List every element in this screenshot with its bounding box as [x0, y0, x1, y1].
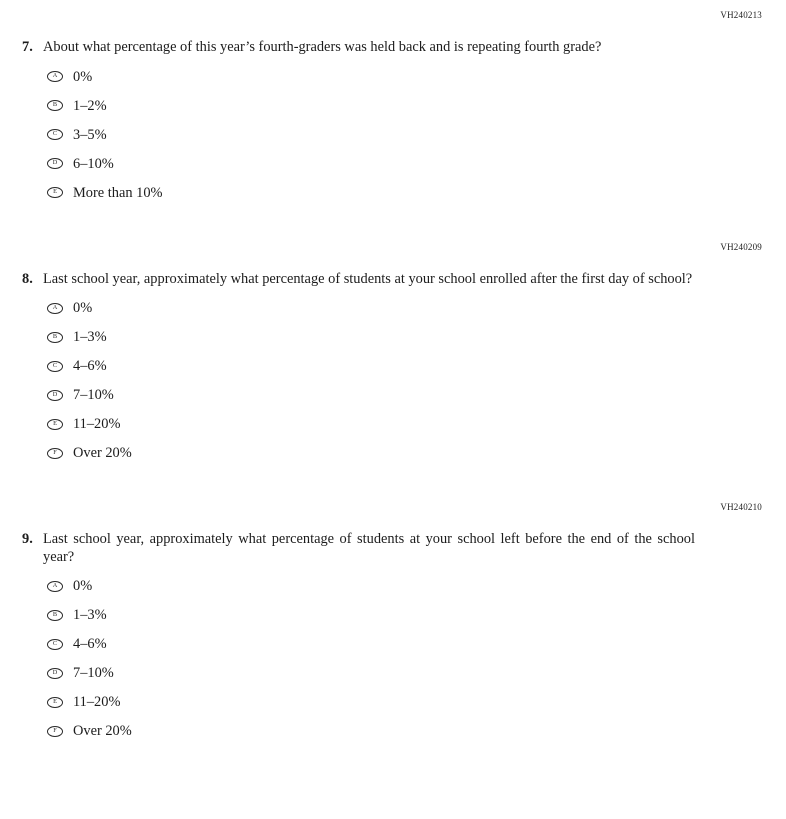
option-bubble-icon[interactable]	[47, 639, 63, 650]
bubble-letter: C	[52, 361, 58, 369]
question-code: VH240209	[720, 241, 762, 252]
option-bubble-icon[interactable]	[47, 419, 63, 430]
bubble-letter: B	[52, 101, 58, 109]
answer-option[interactable]	[47, 330, 786, 344]
option-bubble-icon[interactable]	[47, 187, 63, 198]
option-label: Over 20%	[73, 445, 132, 461]
option-bubble-icon[interactable]	[47, 361, 63, 372]
option-label: 4–6%	[73, 636, 107, 652]
option-label: 0%	[73, 578, 93, 594]
option-bubble-icon[interactable]	[47, 390, 63, 401]
answer-option[interactable]	[47, 359, 786, 373]
question-text: Last school year, approximately what percentage of students at your school enrolled after the first day of school?	[43, 270, 693, 287]
question-code: VH240210	[720, 502, 762, 512]
answer-option[interactable]	[47, 608, 786, 622]
option-label: 6–10%	[73, 155, 114, 172]
option-label: 11–20%	[73, 694, 121, 710]
bubble-letter: E	[53, 188, 57, 196]
bubble-letter: C	[52, 639, 58, 647]
option-bubble-icon[interactable]	[47, 158, 63, 169]
option-bubble-icon[interactable]	[47, 71, 63, 82]
options-list	[0, 301, 786, 460]
options-list	[0, 579, 786, 738]
questionnaire-page	[0, 10, 786, 738]
answer-option[interactable]	[47, 388, 786, 402]
option-bubble-icon[interactable]	[47, 303, 63, 314]
option-label: 11–20%	[73, 416, 121, 432]
answer-option[interactable]	[47, 417, 786, 431]
answer-option[interactable]	[47, 70, 786, 84]
bubble-letter: F	[53, 448, 57, 456]
bubble-letter: E	[53, 697, 57, 705]
option-label: 0%	[73, 68, 93, 85]
question-block	[0, 242, 786, 461]
question-number: 7.	[22, 39, 33, 55]
option-label: 4–6%	[73, 358, 107, 374]
option-label: 3–5%	[73, 126, 107, 143]
bubble-letter: A	[52, 72, 58, 80]
option-label: 7–10%	[73, 665, 114, 681]
question-code: VH240213	[720, 10, 762, 20]
option-bubble-icon[interactable]	[47, 697, 63, 708]
bubble-letter: C	[52, 130, 58, 138]
option-bubble-icon[interactable]	[47, 581, 63, 592]
question-heading	[22, 271, 786, 289]
answer-option[interactable]	[47, 695, 786, 709]
option-label: Over 20%	[73, 723, 132, 739]
option-bubble-icon[interactable]	[47, 129, 63, 140]
option-label: 1–3%	[73, 607, 107, 623]
question-text: Last school year, approximately what percentage of students at your school left before the end of the school year?	[43, 531, 695, 565]
option-bubble-icon[interactable]	[47, 610, 63, 621]
question-block	[0, 10, 786, 200]
answer-option[interactable]	[47, 446, 786, 460]
answer-option[interactable]	[47, 579, 786, 593]
bubble-letter: D	[52, 159, 58, 167]
bubble-letter: D	[52, 390, 58, 398]
option-label: 1–3%	[73, 329, 107, 345]
answer-option[interactable]	[47, 99, 786, 113]
option-label: 0%	[73, 300, 93, 316]
bubble-letter: D	[52, 668, 58, 676]
bubble-letter: B	[52, 332, 58, 340]
question-heading	[22, 531, 786, 566]
option-label: More than 10%	[73, 184, 163, 201]
bubble-letter: B	[52, 610, 58, 618]
options-list	[0, 70, 786, 200]
question-heading	[22, 39, 786, 57]
bubble-letter: F	[53, 726, 57, 734]
bubble-letter: A	[52, 303, 58, 311]
question-number: 9.	[22, 531, 33, 547]
bubble-letter: A	[52, 581, 58, 589]
option-bubble-icon[interactable]	[47, 448, 63, 459]
question-block	[0, 502, 786, 738]
answer-option[interactable]	[47, 637, 786, 651]
option-label: 7–10%	[73, 387, 114, 403]
answer-option[interactable]	[47, 157, 786, 171]
answer-option[interactable]	[47, 724, 786, 738]
option-bubble-icon[interactable]	[47, 726, 63, 737]
option-label: 1–2%	[73, 97, 107, 114]
answer-option[interactable]	[47, 301, 786, 315]
answer-option[interactable]	[47, 666, 786, 680]
question-text: About what percentage of this year’s fourth-graders was held back and is repeating fourth grade?	[43, 39, 602, 55]
option-bubble-icon[interactable]	[47, 668, 63, 679]
bubble-letter: E	[53, 419, 57, 427]
answer-option[interactable]	[47, 186, 786, 200]
option-bubble-icon[interactable]	[47, 332, 63, 343]
option-bubble-icon[interactable]	[47, 100, 63, 111]
question-number: 8.	[22, 270, 33, 287]
answer-option[interactable]	[47, 128, 786, 142]
